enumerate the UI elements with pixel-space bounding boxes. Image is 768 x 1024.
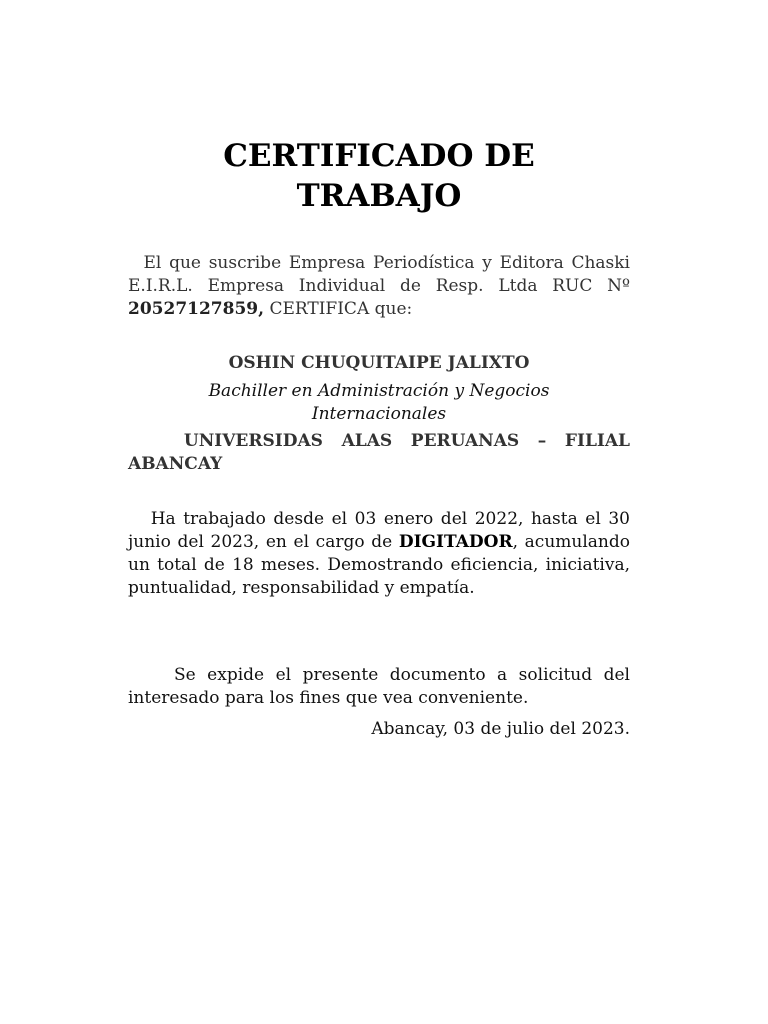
degree-line-1: Bachiller en Administración y Negocios <box>208 381 550 401</box>
intro-certifica: CERTIFICA que: <box>264 299 413 319</box>
title-line-1: CERTIFICADO DE <box>223 138 535 174</box>
ruc-number: 20527127859, <box>128 299 265 319</box>
place-and-date: Abancay, 03 de julio del 2023. <box>371 719 630 739</box>
intro-paragraph <box>128 252 630 321</box>
work-paragraph <box>128 508 630 600</box>
closing-paragraph <box>128 664 630 710</box>
university-name <box>128 430 630 476</box>
university-text: UNIVERSIDAS ALAS PERUANAS – FILIAL ABANCAY <box>128 431 631 474</box>
work-text: Ha trabajado desde el 03 enero del 2022, hasta el 30 junio del 2023, en el cargo de <box>128 509 630 552</box>
employee-name: OSHIN CHUQUITAIPE JALIXTO <box>228 353 530 373</box>
employee-degree <box>128 380 630 426</box>
title-line-2: TRABAJO <box>296 178 462 214</box>
closing-text: Se expide el presente documento a solicitud del interesado para los fines que vea conveniente. <box>128 665 630 708</box>
work-text-end: , acumulando un total de 18 meses. Demostrando eficiencia, iniciativa, puntualidad, responsabilidad y empatía. <box>128 532 630 598</box>
job-position: DIGITADOR <box>398 532 513 552</box>
degree-line-2: Internacionales <box>311 404 447 424</box>
intro-text: El que suscribe Empresa Periodística y Editora Chaski E.I.R.L. Empresa Individual de Resp. Ltda RUC Nº <box>128 253 630 296</box>
document-title <box>128 136 630 216</box>
